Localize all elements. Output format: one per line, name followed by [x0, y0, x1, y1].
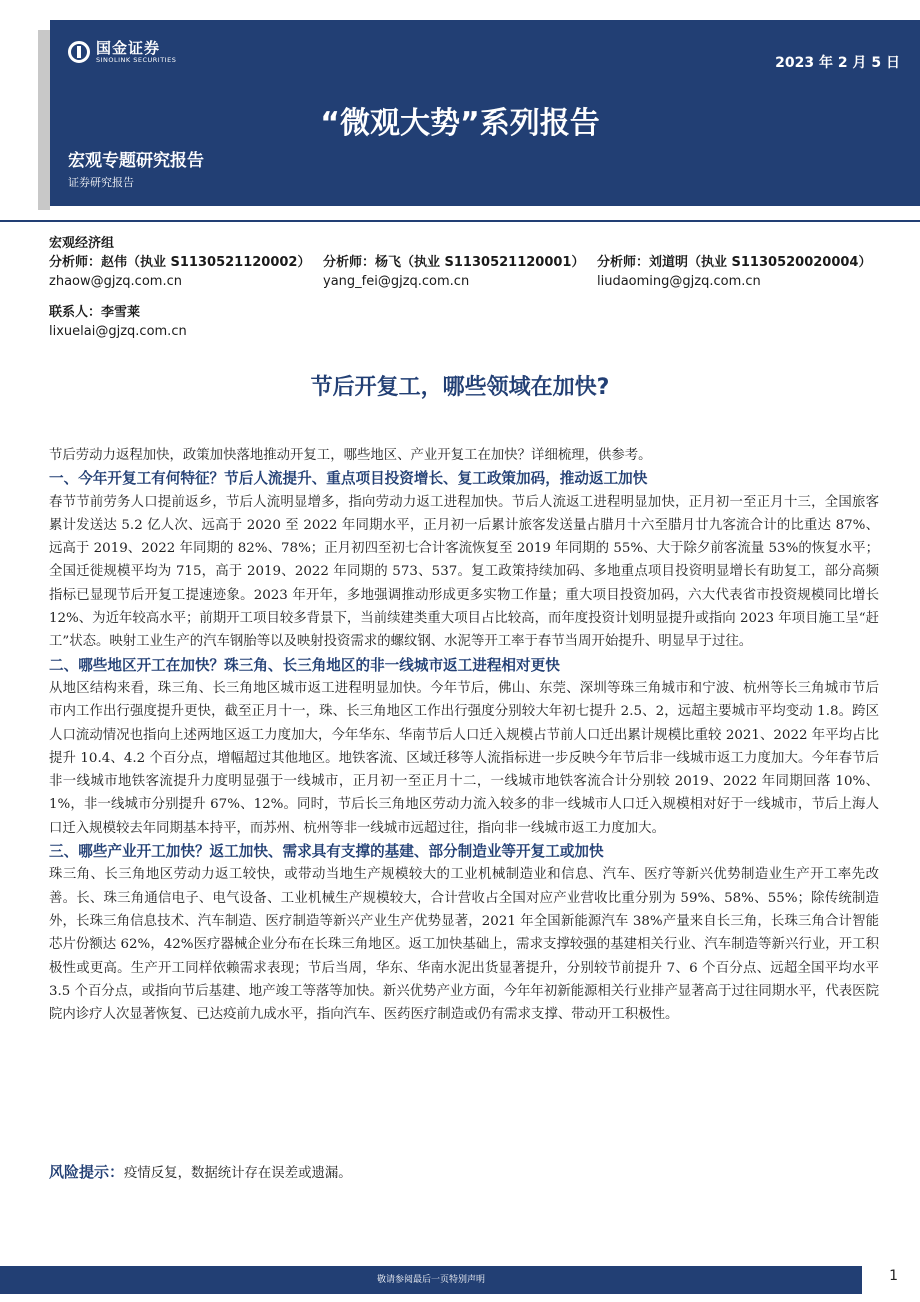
analyst-email[interactable]: liudaoming@gjzq.com.cn	[597, 274, 761, 289]
logo-text-en: SINOLINK SECURITIES	[96, 56, 177, 64]
risk-text: 疫情反复，数据统计存在误差或遗漏。	[124, 1166, 352, 1181]
risk-note	[49, 1161, 879, 1185]
section-heading: 三、哪些产业开工加快？返工加快、需求具有支撑的基建、部分制造业等开复工或加快	[49, 843, 604, 861]
page-number: 1	[889, 1268, 898, 1284]
section-paragraph: 春节节前劳务人口提前返乡，节后人流明显增多，指向劳动力返工进程加快。节后人流返工进程明显加快，正月初一至正月十三，全国旅客累计发送达 5.2 亿人次、远高于 2020 至 2022 年同期水平，正月初一后累计旅客发送量占腊月十六至腊月廿九客流合计的比重达 87%、远高于 2019、2022 年同期的 82%、78%；正月初四至初七合计客流恢复至 2019 年同期的 55%、大于除夕前客流量 53%的恢复水平；全国迁徙规模平均为 715，高于 2019、2022 年同期的 573、537。复工政策持续加码、多地重点项目投资明显增长有助复工，部分高频指标已显现节后开复工提速迹象。2023 年开年，多地强调推动形成更多实物工作量；重大项目投资加码，六大代表省市投资规模同比增长 12%、为近年较高水平；前期开工项目较多背景下，当前续建类重大项目占比较高，而年度投资计划明显提升或指向 2023 年项目施工呈“赶工”状态。映射工业生产的汽车钢胎等以及映射投资需求的螺纹钢、水泥等开工率于春节当周开始提升、明显早于过往。	[49, 494, 879, 650]
analyst-name: 分析师：赵伟（执业 S1130521120002）	[49, 255, 311, 270]
header-divider	[0, 220, 920, 222]
analyst-card	[323, 253, 597, 291]
analyst-card	[597, 253, 871, 291]
analyst-name: 分析师：杨飞（执业 S1130521120001）	[323, 255, 585, 270]
logo-icon	[68, 41, 90, 63]
logo-text-cn: 国金证券	[96, 39, 161, 57]
team-label: 宏观经济组	[49, 236, 115, 251]
report-body	[49, 444, 879, 1026]
contact-name: 联系人：李雪莱	[49, 305, 141, 320]
report-date: 2023 年 2 月 5 日	[775, 55, 900, 71]
contact-email[interactable]: lixuelai@gjzq.com.cn	[49, 324, 187, 339]
analyst-row	[49, 253, 909, 291]
report-subtype: 证券研究报告	[68, 176, 134, 189]
company-logo	[68, 40, 176, 64]
section-paragraph: 珠三角、长三角地区劳动力返工较快，或带动当地生产规模较大的工业机械制造业和信息、汽车、医疗等新兴优势制造业生产开工率先改善。长、珠三角通信电子、电气设备、工业机械生产规模较大，合计营收占全国对应产业营收比重分别为 59%、58%、55%；除传统制造外，长珠三角信息技术、汽车制造、医疗制造等新兴产业生产优势显著，2021 年全国新能源汽车 38%产量来自长三角，长珠三角合计智能芯片份额达 62%，42%医疗器械企业分布在长珠三角地区。返工加快基础上，需求支撑较强的基建相关行业、汽车制造等新兴行业，开工积极性或更高。生产开工同样依赖需求表现；节后当周，华东、华南水泥出货显著提升，分别较节前提升 7、6 个百分点、远超全国平均水平 3.5 个百分点，或指向节后基建、地产竣工等落等加快。新兴优势产业方面，今年年初新能源相关行业排产显著高于过往同期水平，代表医院院内诊疗人次显著恢复、已达疫前九成水平，指向汽车、医药医疗制造或仍有需求支撑、带动开工积极性。	[49, 867, 879, 1023]
section-heading: 一、今年开复工有何特征？节后人流提升、重点项目投资增长、复工政策加码，推动返工加快	[49, 470, 648, 488]
analyst-email[interactable]: zhaow@gjzq.com.cn	[49, 274, 182, 289]
report-type: 宏观专题研究报告	[68, 151, 204, 171]
analyst-name: 分析师：刘道明（执业 S1130520020004）	[597, 255, 872, 270]
risk-label: 风险提示：	[49, 1163, 125, 1181]
section-heading: 二、哪些地区开工在加快？珠三角、长三角地区的非一线城市返工进程相对更快	[49, 656, 560, 674]
analyst-block	[49, 234, 909, 341]
footer-disclaimer: 敬请参阅最后一页特别声明	[0, 1266, 862, 1294]
section-paragraph: 从地区结构来看，珠三角、长三角地区城市返工进程明显加快。今年节后，佛山、东莞、深圳等珠三角城市和宁波、杭州等长三角城市节后市内工作出行强度提升更快，截至正月十一，珠、长三角地区工作出行强度分别较大年初七提升 2.5、2，远超主要城市平均变动 1.8。跨区人口流动情况也指向上述两地区返工力度加大，今年华东、华南节后人口迁入规模占节前人口迁出累计规模比重较 2021、2022 年平均占比提升 10.4、4.2 个百分点，增幅超过其他地区。地铁客流、区域迁移等人流指标进一步反映今年节后非一线城市返工力度加大。今年春节后非一线城市地铁客流提升力度明显强于一线城市，正月初一至正月十二，一线城市地铁客流合计分别较 2019、2022 年同期回落 10%、1%，非一线城市分别提升 67%、12%。同时，节后长三角地区劳动力流入较多的非一线城市人口迁入规模相对好于一线城市，节后上海人口迁入规模较去年同期基本持平，而苏州、杭州等非一线城市远超过往，指向非一线城市返工力度加大。	[49, 680, 879, 836]
series-title: “微观大势”系列报告	[320, 106, 600, 141]
contact-block	[49, 303, 909, 341]
analyst-email[interactable]: yang_fei@gjzq.com.cn	[323, 274, 470, 289]
main-title: 节后开复工，哪些领域在加快?	[310, 375, 610, 400]
intro-paragraph: 节后劳动力返程加快，政策加快落地推动开复工，哪些地区、产业开复工在加快？详细梳理，供参考。	[49, 448, 652, 463]
analyst-card	[49, 253, 323, 291]
